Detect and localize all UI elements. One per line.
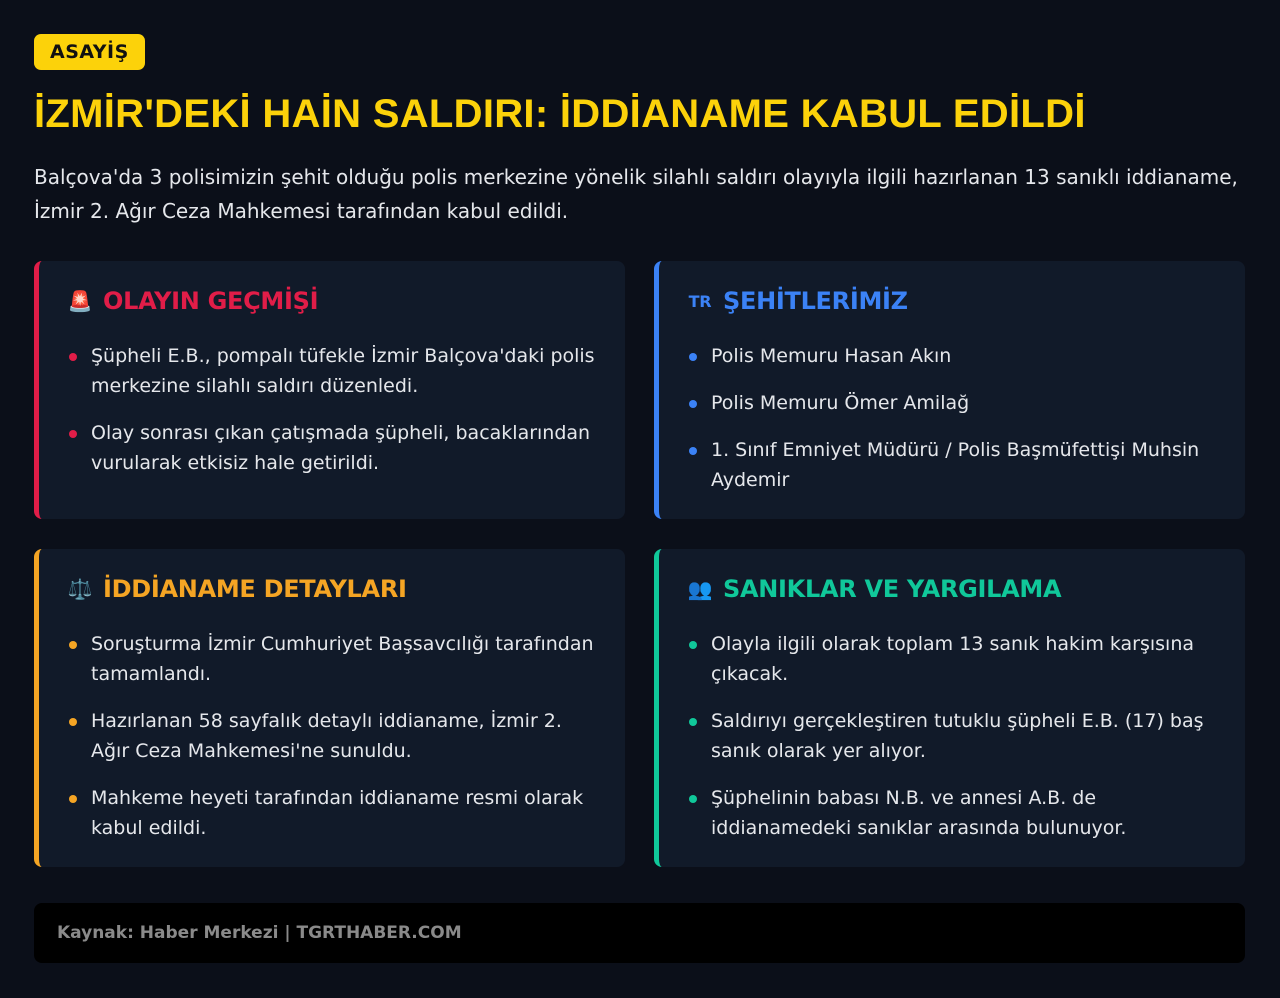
scales-icon: ⚖️ [67,577,93,601]
list-item: Polis Memuru Ömer Amilağ [687,388,1217,418]
list-item: Polis Memuru Hasan Akın [687,341,1217,371]
list-item: Şüphelinin babası N.B. ve annesi A.B. de iddianamedeki sanıklar arasında bulunuyor. [687,783,1217,843]
list-item: Saldırıyı gerçekleştiren tutuklu şüpheli E.B. (17) baş sanık olarak yer alıyor. [687,706,1217,766]
source-footer: Kaynak: Haber Merkezi | TGRTHABER.COM [34,903,1245,963]
category-badge: ASAYİŞ [34,34,145,70]
list-item: Soruşturma İzmir Cumhuriyet Başsavcılığı tarafından tamamlandı. [67,629,597,689]
card-title: OLAYIN GEÇMİŞİ [103,287,319,315]
list-item: 1. Sınıf Emniyet Müdürü / Polis Başmüfettişi Muhsin Aydemir [687,435,1217,495]
list-item: Şüpheli E.B., pompalı tüfekle İzmir Balçova'daki polis merkezine silahlı saldırı düzenledi. [67,341,597,401]
card-indictment [34,549,625,867]
people-icon: 👥 [687,577,713,601]
list-item: Olayla ilgili olarak toplam 13 sanık hakim karşısına çıkacak. [687,629,1217,689]
card-defendants [654,549,1245,867]
list-item: Mahkeme heyeti tarafından iddianame resmi olarak kabul edildi. [67,783,597,843]
card-title: SANIKLAR VE YARGILAMA [723,575,1062,603]
lead-text: Balçova'da 3 polisimizin şehit olduğu polis merkezine yönelik silahlı saldırı olayıyla ilgili hazırlanan 13 sanıklı iddianame, İzmir 2. Ağır Ceza Mahkemesi tarafından kabul edildi. [34,165,1238,223]
card-title: ŞEHİTLERİMİZ [723,287,908,315]
card-title: İDDİANAME DETAYLARI [103,575,407,603]
page-title: İZMİR'DEKİ HAİN SALDIRI: İDDİANAME KABUL EDİLDİ [34,92,1086,136]
turkey-flag-icon: TR [688,291,712,311]
list-item: Hazırlanan 58 sayfalık detaylı iddianame, İzmir 2. Ağır Ceza Mahkemesi'ne sunuldu. [67,706,597,766]
siren-icon: 🚨 [67,289,93,313]
card-martyrs [654,261,1245,519]
list-item: Olay sonrası çıkan çatışmada şüpheli, bacaklarından vurularak etkisiz hale getirildi. [67,418,597,478]
card-background [34,261,625,519]
